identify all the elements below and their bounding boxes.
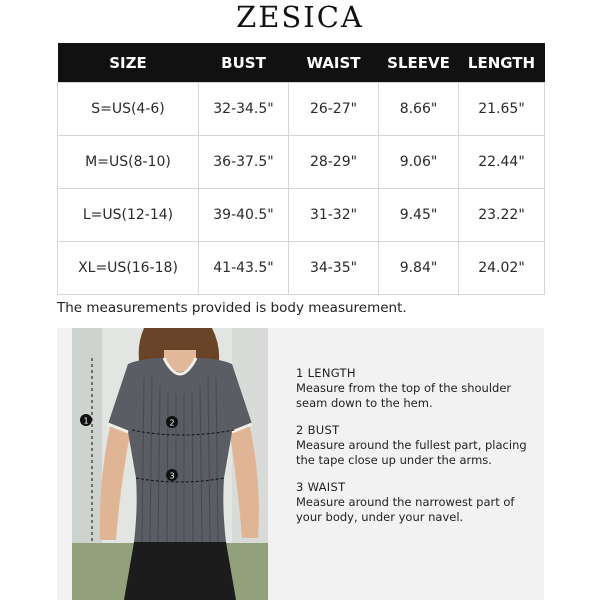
measurement-descriptions [296,366,536,537]
header-waist: WAIST [289,43,379,83]
cell-size: M=US(8-10) [58,136,199,189]
cell-sleeve: 9.06" [379,136,459,189]
cell-waist: 28-29" [289,136,379,189]
cell-waist: 26-27" [289,83,379,136]
cell-bust: 39-40.5" [199,189,289,242]
cell-length: 22.44" [459,136,545,189]
cell-size: L=US(12-14) [58,189,199,242]
cell-sleeve: 8.66" [379,83,459,136]
cell-length: 21.65" [459,83,545,136]
table-row [58,83,545,136]
measure-waist [296,480,536,525]
header-sleeve: SLEEVE [379,43,459,83]
measure-length-title: 1 LENGTH [296,366,356,380]
table-row [58,189,545,242]
model-photo [72,328,268,600]
table-row [58,242,545,295]
cell-waist: 31-32" [289,189,379,242]
header-bust: BUST [199,43,289,83]
cell-size: S=US(4-6) [58,83,199,136]
header-length: LENGTH [459,43,545,83]
marker-2: 2 [169,418,175,428]
measure-bust-title: 2 BUST [296,423,340,437]
marker-1: 1 [83,416,89,426]
cell-size: XL=US(16-18) [58,242,199,295]
measure-length [296,366,536,411]
measure-bust [296,423,536,468]
measure-length-text: Measure from the top of the shoulder seam down to the hem. [296,381,512,410]
cell-bust: 36-37.5" [199,136,289,189]
cell-bust: 41-43.5" [199,242,289,295]
cell-sleeve: 9.45" [379,189,459,242]
header-size: SIZE [58,43,199,83]
measurement-guide-panel [57,328,544,600]
marker-3: 3 [169,471,175,481]
brand-logo: ZESICA [236,0,364,34]
table-row [58,136,545,189]
measure-waist-text: Measure around the narrowest part of your body, under your navel. [296,495,515,524]
measure-bust-text: Measure around the fullest part, placing the tape close up under the arms. [296,438,527,467]
cell-waist: 34-35" [289,242,379,295]
cell-sleeve: 9.84" [379,242,459,295]
cell-length: 24.02" [459,242,545,295]
table-header-row [58,43,545,83]
model-illustration [72,328,268,600]
measure-waist-title: 3 WAIST [296,480,346,494]
size-chart-table [57,43,545,295]
cell-length: 23.22" [459,189,545,242]
measurement-note: The measurements provided is body measurement. [57,300,407,316]
cell-bust: 32-34.5" [199,83,289,136]
